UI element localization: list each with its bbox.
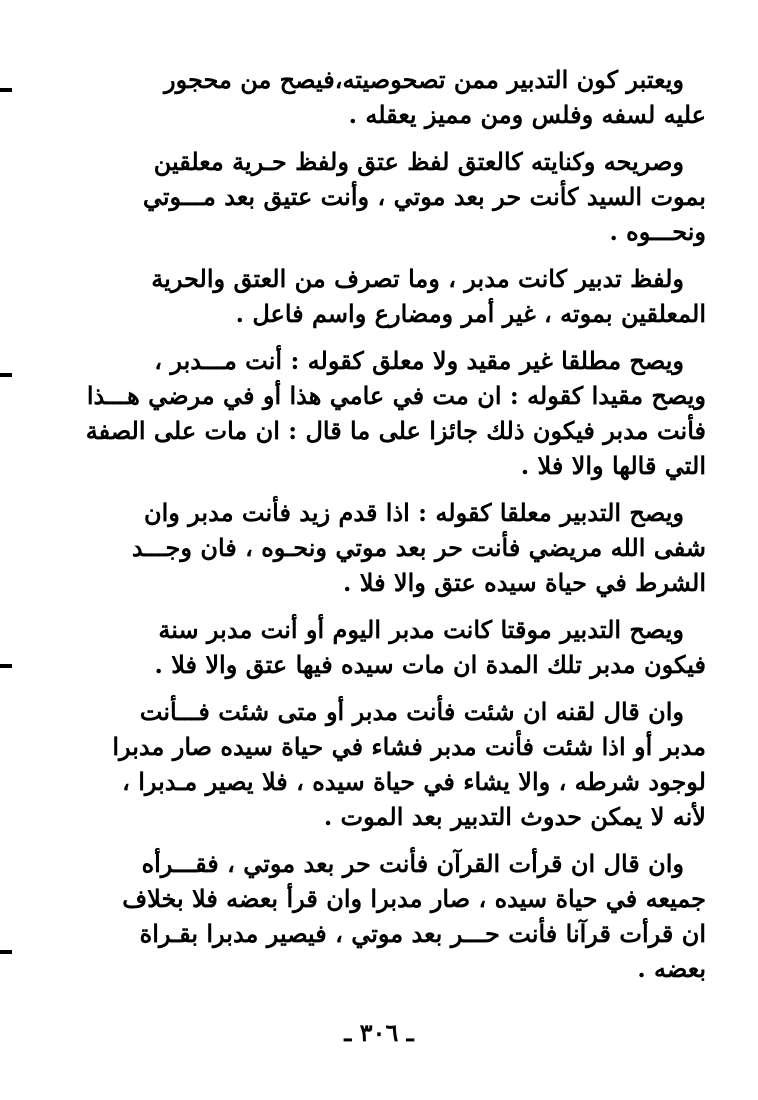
text-line: ويصح التدبير معلقا كقوله : اذا قدم زيد فأنت مدبر وان (143, 498, 684, 527)
text-line: لوجود شرطه ، والا يشاء في حياة سيده ، فلا يصير مـدبرا ، (122, 767, 706, 796)
paragraph (70, 694, 706, 834)
text-line: المعلقين بموته ، غير أمر ومضارع واسم فاعل . (235, 299, 706, 328)
text-line: وان قال ان قرأت القرآن فأنت حر بعد موتي ، فقـــرأه (141, 849, 684, 878)
text-line: جميعه في حياة سيده ، صار مدبرا وان قرأ بعضه فلا بخلاف (122, 884, 706, 913)
margin-mark (0, 950, 12, 954)
margin-mark (0, 664, 12, 668)
text-line: ويصح التدبير موقتا كانت مدبر اليوم أو أنت مدبر سنة (158, 615, 684, 644)
text-line: ولفظ تدبير كانت مدبر ، وما تصرف من العتق والحرية (151, 264, 684, 293)
text-line: عليه لسفه وفلس ومن مميز يعقله . (348, 100, 706, 129)
text-line: بموت السيد كأنت حر بعد موتي ، وأنت عتيق بعد مـــوتي (142, 182, 706, 211)
margin-mark (0, 373, 12, 377)
paragraph (70, 612, 706, 682)
text-line: شفى الله مريضي فأنت حر بعد موتي ونحـوه ، فان وجـــد (131, 533, 706, 562)
paragraph (70, 495, 706, 600)
text-line: ان قرأت قرآنا فأنت حـــر بعد موتي ، فيصير مدبرا بقـراة (139, 919, 706, 948)
text-line: ويصح مطلقا غير مقيد ولا معلق كقوله : أنت مـــدبر ، (154, 346, 684, 375)
page-number: ـ ٣٠٦ ـ (344, 1018, 414, 1047)
text-line: وصريحه وكنايته كالعتق لفظ عتق ولفظ حـرية معلقين (153, 147, 684, 176)
paragraph (70, 261, 706, 331)
paragraph (70, 343, 706, 483)
text-line: فيكون مدبر تلك المدة ان مات سيده فيها عتق والا فلا . (154, 650, 706, 679)
text-line: وان قال لقنه ان شئت فأنت مدبر أو متى شئت فـــأنت (139, 697, 684, 726)
paragraph (70, 846, 706, 986)
paragraph (70, 62, 706, 132)
text-line: بعضه . (637, 954, 706, 983)
text-line: مدبر أو اذا شئت فأنت مدبر فشاء في حياة سيده صار مدبرا (112, 732, 706, 761)
margin-mark (0, 88, 12, 92)
text-line: لأنه لا يمكن حدوث التدبير بعد الموت . (323, 802, 706, 831)
text-line: التي قالها والا فلا . (520, 451, 706, 480)
page-text (70, 62, 706, 998)
text-line: ونحـــوه . (609, 217, 706, 246)
text-line: ويصح مقيدا كقوله : ان مت في عامي هذا أو في مرضي هـــذا (86, 381, 706, 410)
paragraph (70, 144, 706, 249)
text-line: ويعتبر كون التدبير ممن تصحوصيته،فيصح من محجور (164, 65, 684, 94)
text-line: الشرط في حياة سيده عتق والا فلا . (343, 568, 706, 597)
text-line: فأنت مدبر فيكون ذلك جائزا على ما قال : ان مات على الصفة (85, 416, 706, 445)
